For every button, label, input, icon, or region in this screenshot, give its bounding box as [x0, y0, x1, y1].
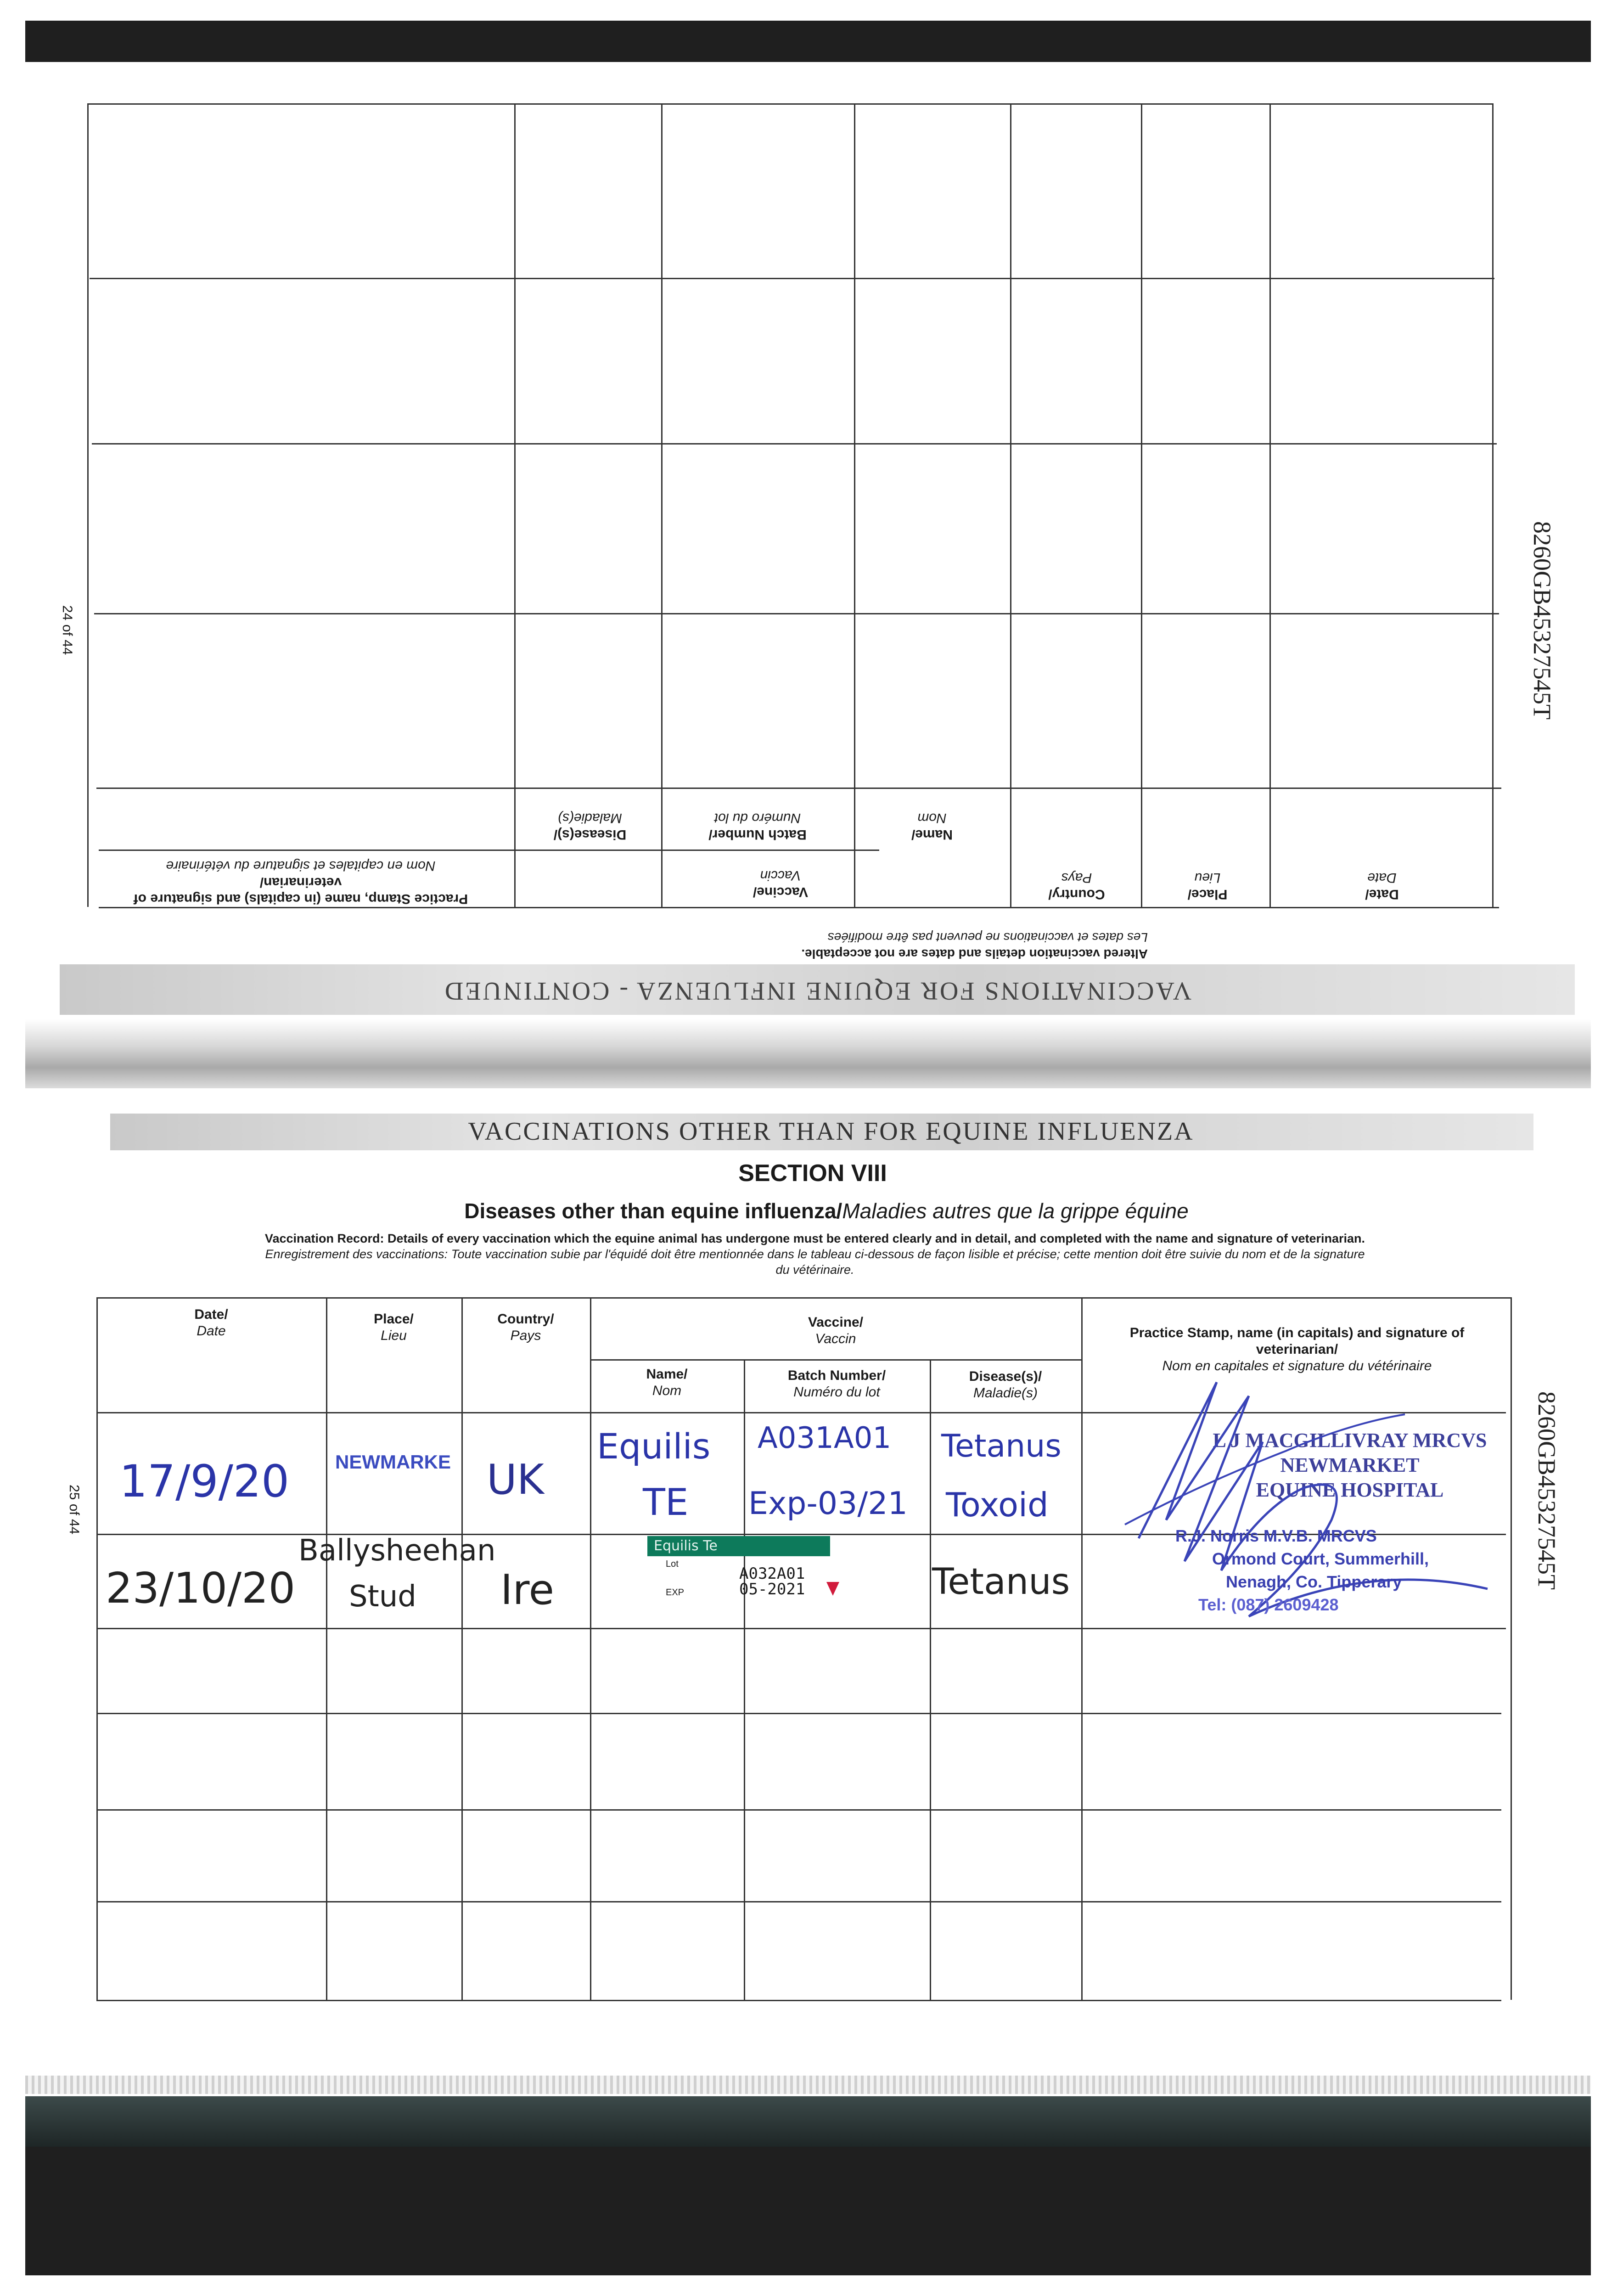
upper-header-vaccine: Vaccine/ Vaccin: [753, 868, 809, 900]
upper-banner-title: VACCINATIONS FOR EQUINE INFLUENZA - CONTINUED: [443, 977, 1192, 1005]
upper-header-disease: Disease(s)/ Maladie(s): [553, 810, 627, 842]
scan-bottom-edge: [25, 2147, 1591, 2275]
entry2-date: 23/10/20: [106, 1564, 296, 1613]
entry1-batch-expiry: Exp-03/21: [748, 1486, 908, 1522]
entry1-vaccine-name: Equilis: [597, 1426, 711, 1467]
entry2-country: Ire: [500, 1566, 554, 1614]
fold-band: [25, 1019, 1591, 1088]
bottom-band: [25, 2096, 1591, 2147]
upper-header-date: Date/ Date: [1365, 870, 1399, 902]
upper-header-stamp: Practice Stamp, name (in capitals) and signature of veterinarian/ Nom en capitales et signature du vétérinaire: [133, 858, 468, 906]
header-batch: Batch Number/ Numéro du lot: [787, 1368, 886, 1400]
lower-banner-title: VACCINATIONS OTHER THAN FOR EQUINE INFLUENZA: [468, 1117, 1194, 1146]
vaccination-record-note: Vaccination Record: Details of every vaccination which the equine animal has undergone must be entered clearly and in detail, and completed with the name and signature of veterinarian. Enregistrement des vaccinations: Toute vaccination subie par l'équidé doit être mentionnée dans le tableau ci-dessous de façon lisible et précise; cette mention doit être suivie du nom et de la signature du vétérinaire.: [264, 1232, 1365, 1277]
header-country: Country/ Pays: [497, 1311, 554, 1343]
sticker-lot: A032A01: [739, 1564, 805, 1583]
entry2-practice-stamp: R.J. Norris M.V.B. MRCVS Ormond Court, Summerhill, Nenagh, Co. Tipperary Tel: (087) 2609428: [1175, 1526, 1429, 1614]
header-disease: Disease(s)/ Maladie(s): [969, 1369, 1042, 1401]
entry1-date: 17/9/20: [119, 1456, 290, 1507]
header-name: Name/ Nom: [646, 1367, 688, 1398]
upper-page-number: 24 of 44: [60, 605, 75, 655]
sticker-lot-key: Lot: [666, 1559, 679, 1569]
entry2-place-2: Stud: [349, 1580, 416, 1614]
bottom-dotted-edge: [25, 2076, 1591, 2094]
entry1-disease: Tetanus: [941, 1428, 1061, 1464]
entry1-country: UK: [487, 1456, 544, 1504]
entry1-vaccine-name-2: TE: [643, 1481, 689, 1524]
section-title: SECTION VIII: [738, 1160, 887, 1187]
sticker-red-mark-icon: [826, 1582, 839, 1596]
scan-top-edge: [25, 21, 1591, 62]
upper-passport-id: 8260GB45327545T: [1528, 521, 1556, 720]
lower-page-number: 25 of 44: [67, 1485, 82, 1535]
entry2-vaccine-sticker: [647, 1536, 836, 1614]
header-date: Date/ Date: [194, 1307, 228, 1339]
header-stamp: Practice Stamp, name (in capitals) and signature of veterinarian/ Nom en capitales et signature du vétérinaire: [1129, 1325, 1465, 1373]
upper-header-place: Place/ Lieu: [1187, 870, 1228, 902]
lower-passport-id: 8260GB45327545T: [1533, 1391, 1561, 1590]
upper-altered-notice: Altered vaccination details and dates are not acceptable. Les dates et vaccinations ne peuvent pas être modifiées: [801, 930, 1148, 961]
upper-header-country: Country/ Pays: [1048, 870, 1105, 902]
entry1-practice-stamp: L J MACGILLIVRAY MRCVS NEWMARKET EQUINE HOSPITAL: [1213, 1429, 1487, 1501]
entry1-place-stamp: NEWMARKE: [335, 1451, 451, 1473]
sticker-product-name: Equilis Te: [647, 1536, 830, 1556]
sticker-exp-key: EXP: [666, 1587, 685, 1598]
upper-header-batch: Batch Number/ Numéro du lot: [708, 810, 807, 842]
section-subtitle: Diseases other than equine influenza/Maladies autres que la grippe équine: [464, 1199, 1189, 1223]
header-place: Place/ Lieu: [374, 1311, 414, 1343]
entry2-place: Ballysheehan: [298, 1534, 496, 1568]
upper-header-name: Name/ Nom: [911, 810, 953, 842]
header-vaccine: Vaccine/ Vaccin: [808, 1315, 864, 1346]
sticker-exp: 05-2021: [739, 1580, 805, 1598]
entry2-disease: Tetanus: [932, 1561, 1070, 1603]
entry1-disease-2: Toxoid: [946, 1486, 1049, 1524]
upper-page: [0, 62, 1623, 1086]
entry1-batch: A031A01: [758, 1421, 892, 1455]
